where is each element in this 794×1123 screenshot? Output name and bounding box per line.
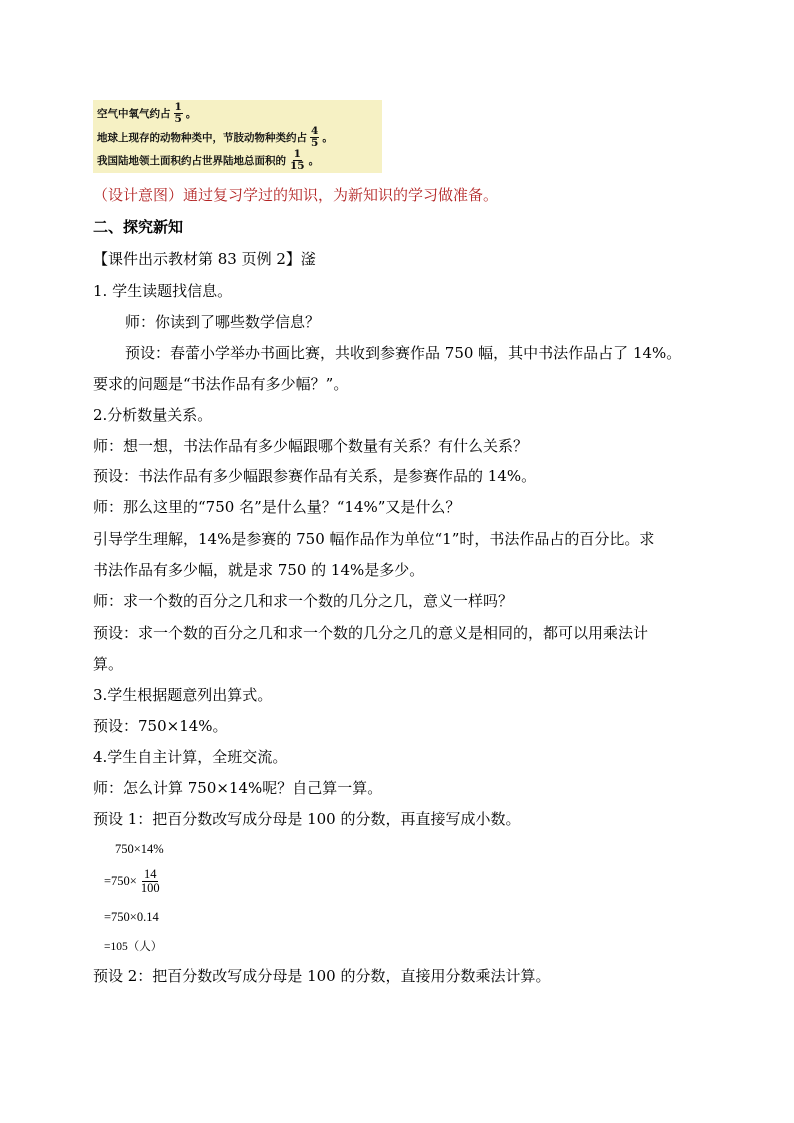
guide-text-b: 书法作品有多少幅，就是求 750 的 14%是多少。 <box>93 561 425 579</box>
teacher-question-2: 师：想一想，书法作品有多少幅跟哪个数量有关系？有什么关系？ <box>93 437 529 455</box>
section-heading: 二、探究新知 <box>93 218 184 236</box>
calc-row-4: =105（人） <box>104 941 163 953</box>
courseware-note: 【课件出示教材第 83 页例 2】滏 <box>93 250 316 268</box>
step-3: 3.学生根据题意列出算式。 <box>93 686 273 704</box>
preset-answer-5: 预设 1：把百分数改写成分母是 100 的分数，再直接写成小数。 <box>93 810 521 828</box>
design-intent-note: （设计意图）通过复习学过的知识，为新知识的学习做准备。 <box>93 186 499 204</box>
fact-line-land-area: 我国陆地领土面积约占世界陆地总面积的 $\frac{1}{15}$ 。 <box>97 148 320 172</box>
fraction: $\frac{4}{5}$ <box>311 125 319 149</box>
guide-text-a: 引导学生理解，14%是参赛的 750 幅作品作为单位“1”时，书法作品占的百分比。求 <box>93 530 655 548</box>
teacher-question-4: 师：求一个数的百分之几和求一个数的几分之几，意义一样吗？ <box>93 592 514 610</box>
step-2: 2.分析数量关系。 <box>93 406 213 424</box>
teacher-question-1: 师：你读到了哪些数学信息？ <box>125 313 321 331</box>
calc-row-1: 750×14% <box>115 842 164 856</box>
calc-row-2: =750× $\frac{14}{100}$ <box>104 867 160 895</box>
step-4: 4.学生自主计算，全班交流。 <box>93 748 288 766</box>
preset-answer-6: 预设 2：把百分数改写成分母是 100 的分数，直接用分数乘法计算。 <box>93 967 551 985</box>
fact-text: 空气中氧气约占 <box>97 108 171 120</box>
preset-answer-4: 预设：750×14%。 <box>93 717 228 735</box>
preset-answer-3b: 算。 <box>93 655 124 673</box>
fact-line-arthropods: 地球上现存的动物种类中，节肢动物种类约占 $\frac{4}{5}$ 。 <box>97 125 333 149</box>
fraction: $\frac{14}{100}$ <box>140 867 160 895</box>
calc-row-3: =750×0.14 <box>104 910 159 924</box>
teacher-question-5: 师：怎么计算 750×14%呢？自己算一算。 <box>93 779 383 797</box>
fraction-facts-box <box>93 100 382 173</box>
fraction: $\frac{1}{15}$ <box>290 148 305 172</box>
step-1: 1. 学生读题找信息。 <box>93 282 233 300</box>
preset-answer-1b: 要求的问题是“书法作品有多少幅？”。 <box>93 375 349 393</box>
preset-answer-1a: 预设：春蕾小学举办书画比赛，共收到参赛作品 750 幅，其中书法作品占了 14%。 <box>125 344 682 362</box>
preset-answer-3a: 预设：求一个数的百分之几和求一个数的几分之几的意义是相同的，都可以用乘法计 <box>93 624 649 642</box>
teacher-question-3: 师：那么这里的“750 名”是什么量？“14%”又是什么？ <box>93 498 461 516</box>
fact-line-oxygen: 空气中氧气约占 $\frac{1}{5}$ 。 <box>97 101 197 125</box>
preset-answer-2: 预设：书法作品有多少幅跟参赛作品有关系，是参赛作品的 14%。 <box>93 467 537 485</box>
fact-text: 地球上现存的动物种类中，节肢动物种类约占 <box>97 132 307 144</box>
fact-text: 我国陆地领土面积约占世界陆地总面积的 <box>97 155 286 167</box>
fraction: $\frac{1}{5}$ <box>174 101 182 125</box>
